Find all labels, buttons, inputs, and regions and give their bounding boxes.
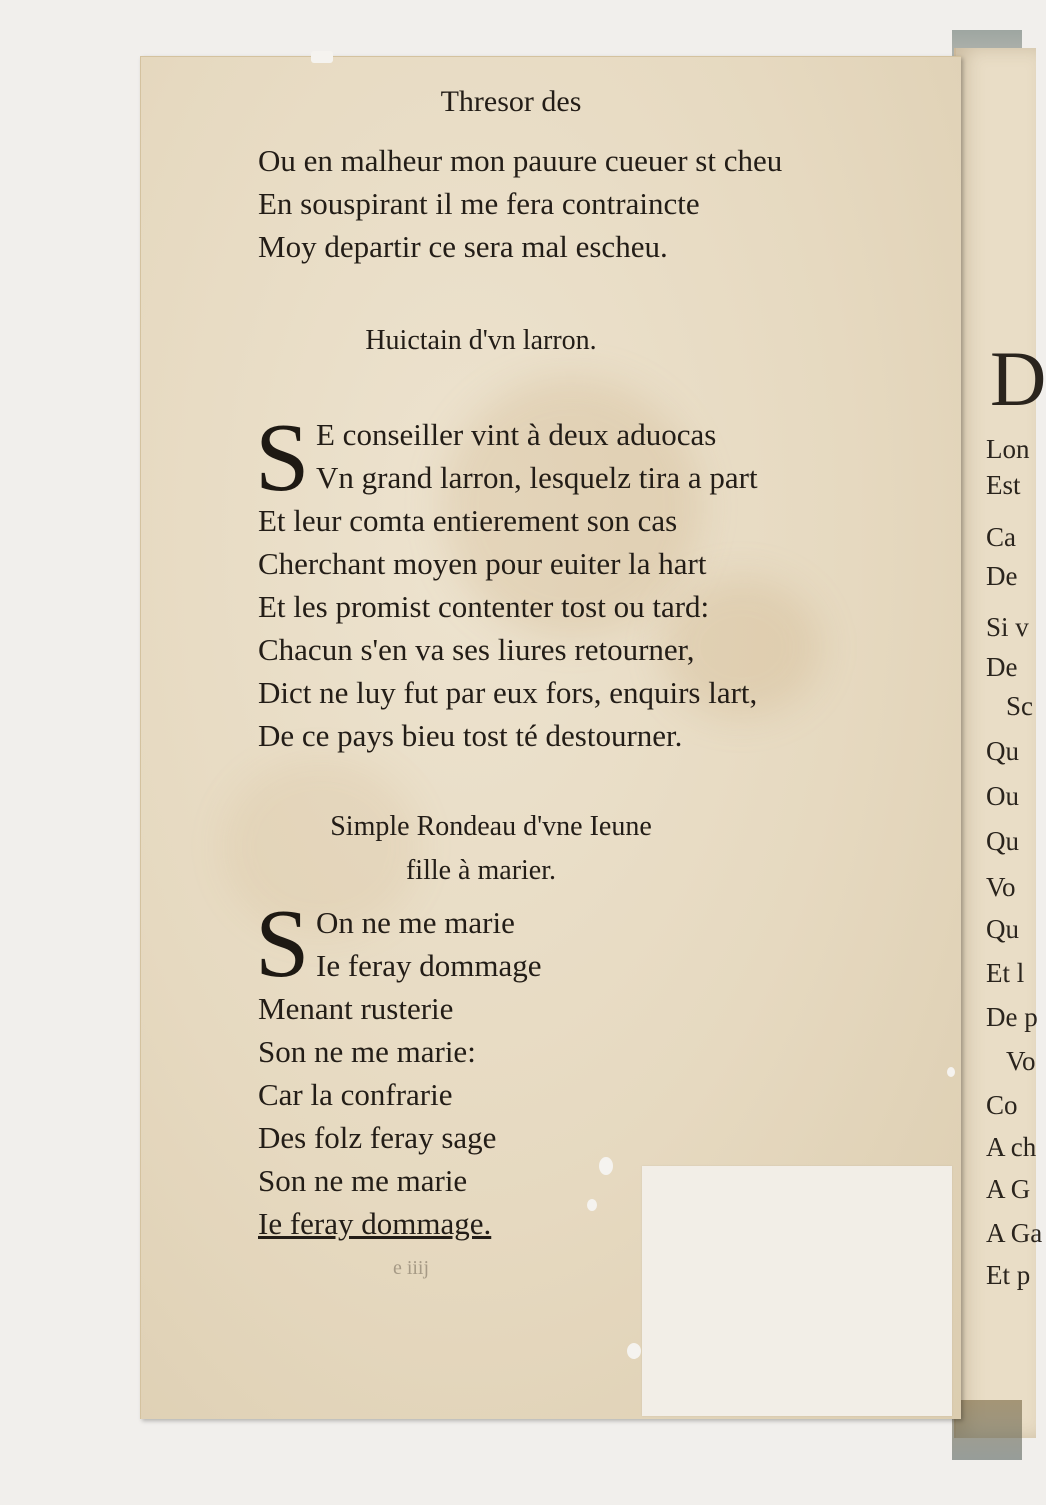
verse-line: Car la confrarie [258,1077,453,1112]
adjacent-fragment: Ca [986,522,1016,552]
rondeau-title-line2: fille à marier. [405,855,557,886]
binding-bottom [952,1400,1022,1460]
verse-line: Son ne me marie [258,1163,468,1198]
adjacent-fragment: Est [986,470,1021,500]
adjacent-fragment: Et p [986,1260,1031,1290]
adjacent-fragment: Qu [986,826,1019,856]
adjacent-fragment: Vo [1006,1046,1036,1076]
adjacent-fragment: De [986,561,1018,591]
adjacent-fragment: Qu [986,914,1019,944]
verse-line: Ie feray dommage. [258,1206,492,1241]
adjacent-page [954,48,1046,1438]
adjacent-fragment: Qu [986,736,1019,766]
signature-mark: e iiij [392,1257,430,1279]
adjacent-fragment: Et l [986,958,1025,988]
verse-line: Son ne me marie: [258,1034,476,1069]
worm-hole [587,1199,597,1211]
rondeau-title-line1: Simple Rondeau d'vne Ieune [330,811,652,842]
verse-line: Cherchant moyen pour euiter la hart [258,546,707,581]
adjacent-fragment: Ou [986,781,1019,811]
verse-line: On ne me marie [316,905,515,940]
huictain-title: Huictain d'vn larron. [365,325,597,356]
adjacent-fragment: Co [986,1090,1018,1120]
adjacent-fragment: A G [986,1174,1031,1204]
verse-line: Dict ne luy fut par eux fors, enquirs lart, [258,675,758,710]
adjacent-fragment: De [986,652,1018,682]
adjacent-drop-cap: D [990,335,1046,422]
adjacent-fragment: Si v [986,612,1029,642]
huictain-poem [258,413,958,757]
worm-hole [947,1067,955,1077]
rondeau-drop-cap: S [255,890,310,998]
verse-line: Chacun s'en va ses liures retourner, [258,632,695,667]
verse-line: Et les promist contenter tost ou tard: [258,589,710,624]
verse-line: Vn grand larron, lesquelz tira a part [316,460,758,495]
adjacent-fragment: A ch [986,1132,1037,1162]
verse-line: De ce pays bieu tost té destourner. [258,718,683,753]
worm-hole [599,1157,613,1175]
adjacent-fragment: Sc [1006,691,1033,721]
running-head: Thresor des [440,85,582,118]
adjacent-fragment: De p [986,1002,1038,1032]
page-tear [311,51,333,63]
verse-line: Ou en malheur mon pauure cueuer st cheu [258,143,783,178]
verse-line: En souspirant il me fera contraincte [258,186,700,221]
verse-line: Des folz feray sage [258,1120,497,1155]
adjacent-fragment: Lon [986,434,1030,464]
huictain-drop-cap: S [255,404,310,512]
verse-line: Menant rusterie [258,991,454,1026]
adjacent-fragment: Vo [986,872,1016,902]
conservation-patch [642,1166,952,1416]
verse-line: E conseiller vint à deux aduocas [316,417,717,452]
stanza-one [258,139,958,268]
adjacent-fragment: A Ga [986,1218,1043,1248]
verse-line: Et leur comta entierement son cas [258,503,678,538]
worm-hole [627,1343,641,1359]
verse-line: Moy departir ce sera mal escheu. [258,229,668,264]
verse-line: Ie feray dommage [316,948,542,983]
